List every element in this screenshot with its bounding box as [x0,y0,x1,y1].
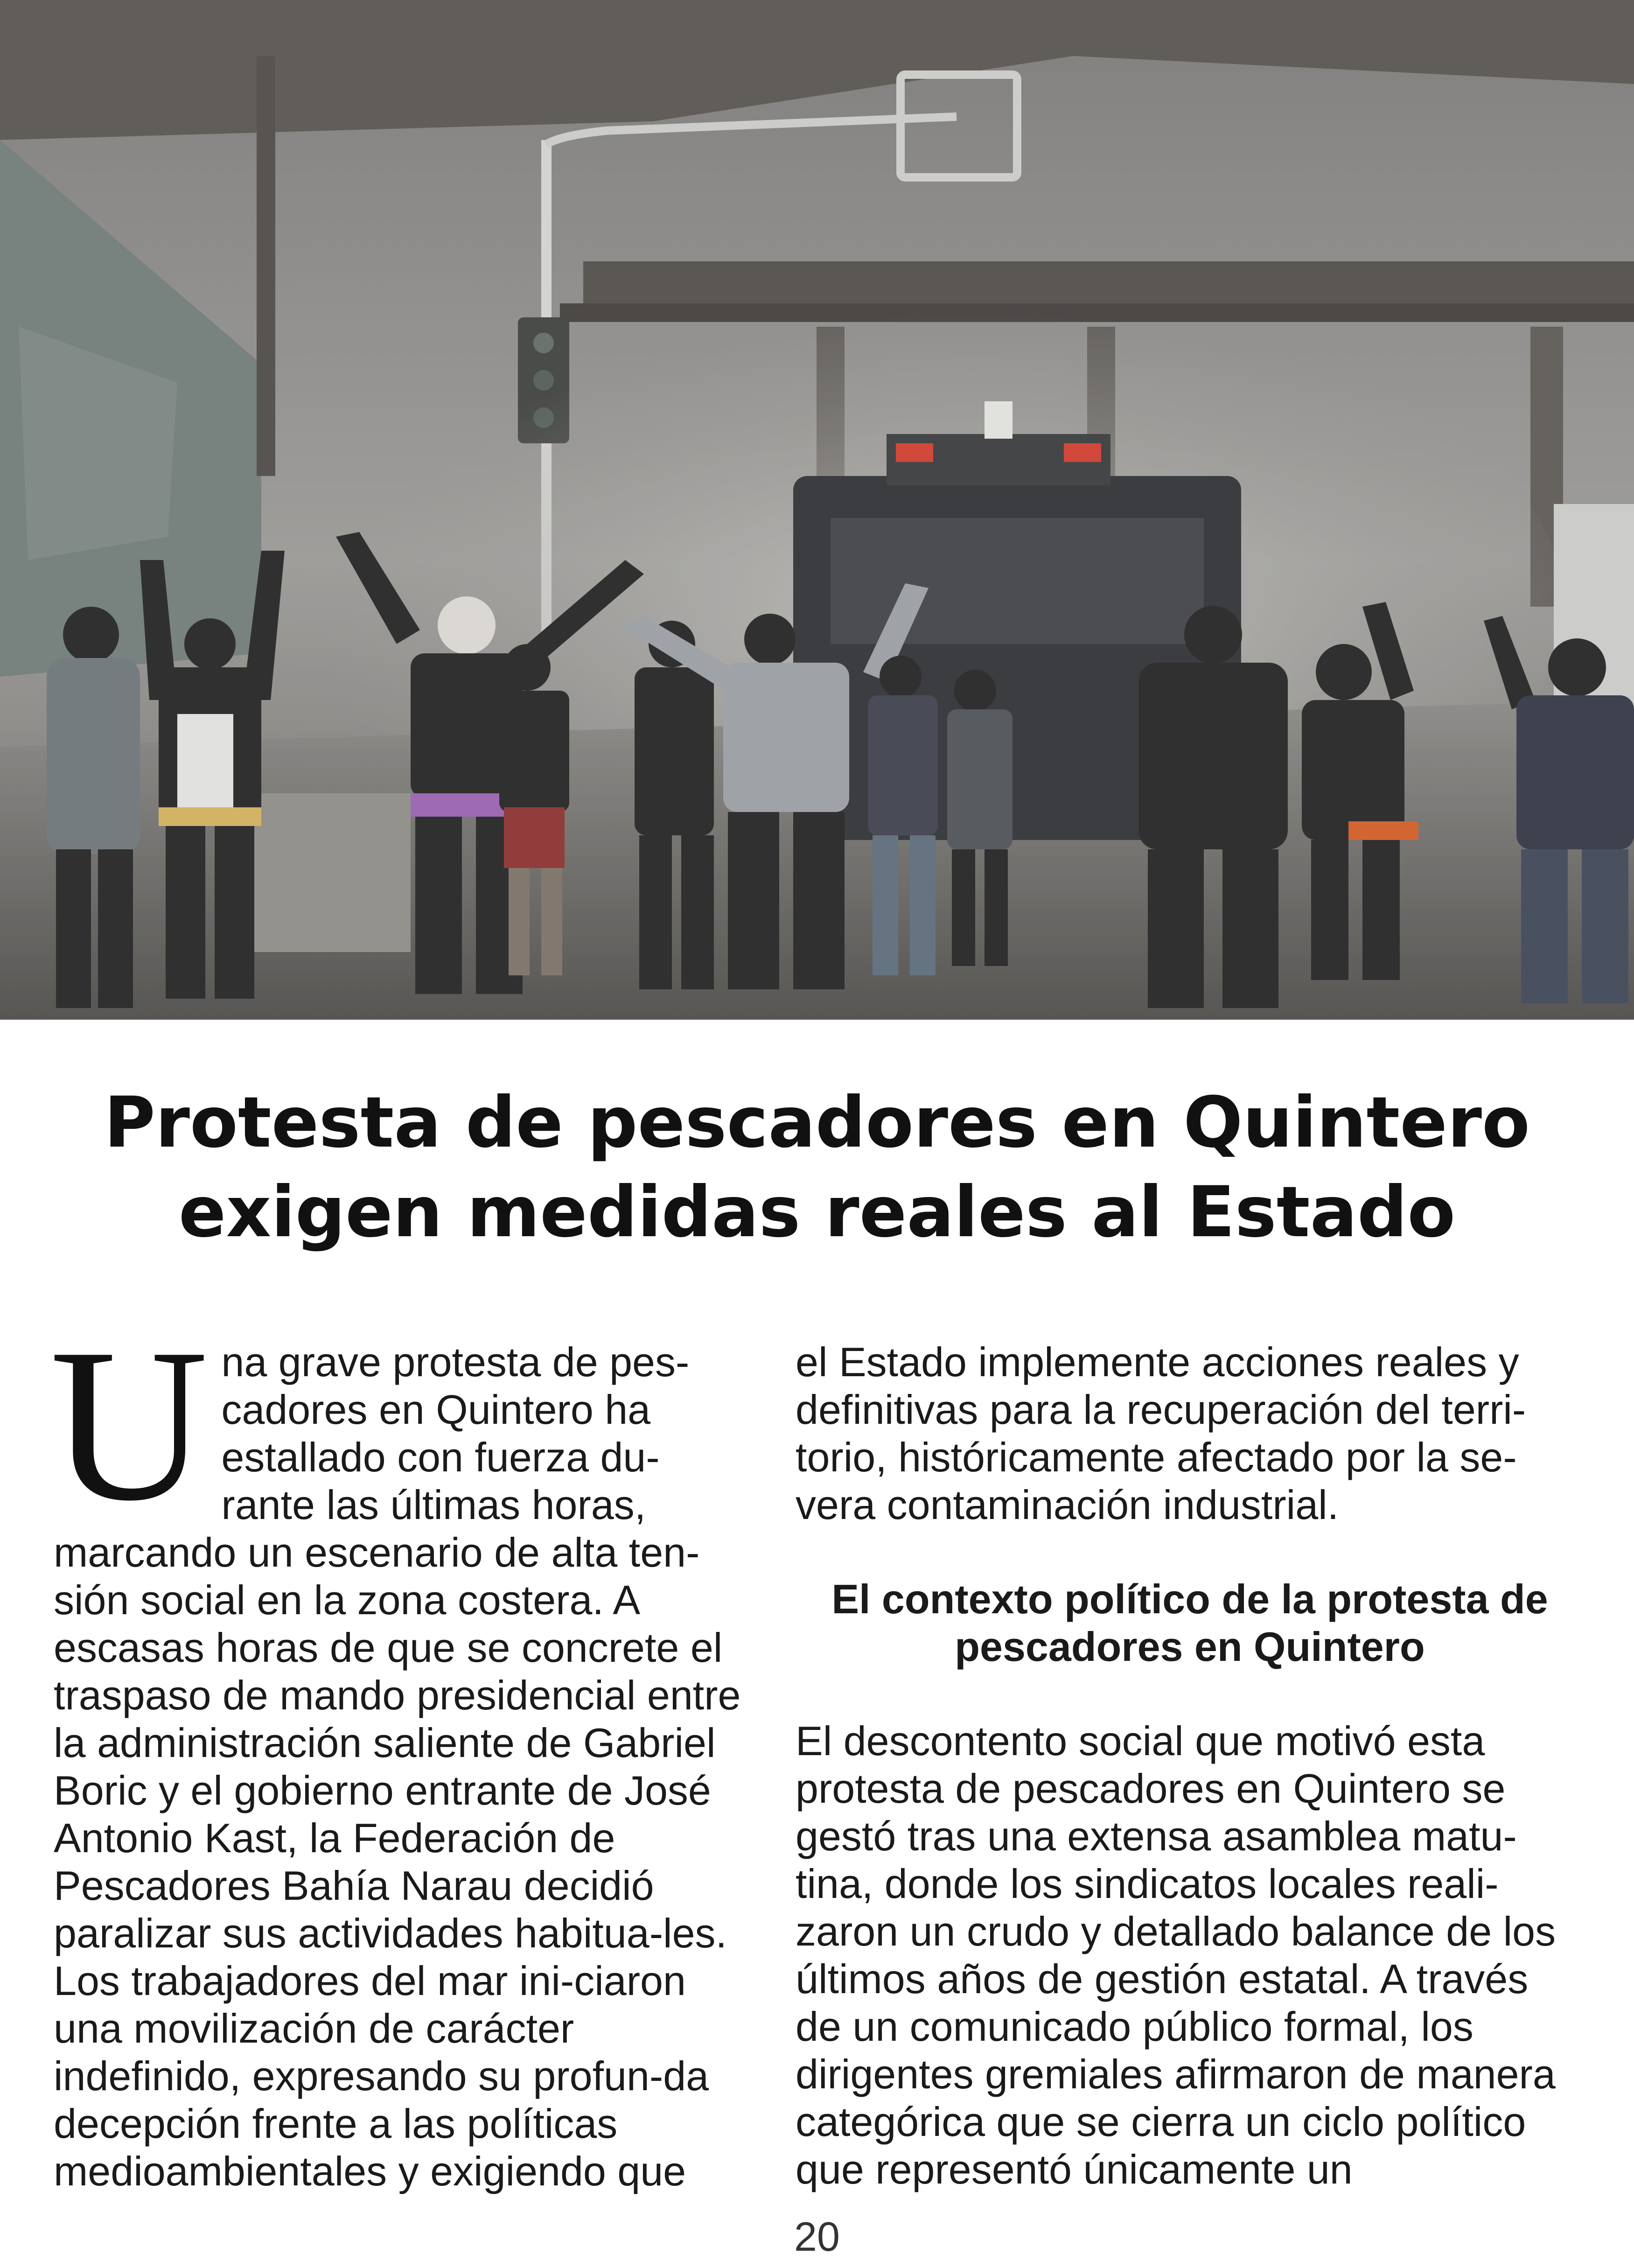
title-line-2: exigen medidas reales al Estado [178,1172,1456,1253]
protest-photo [0,0,1634,1020]
body-paragraph-3: El descontento social que motivó esta protesta de pescadores en Quintero se gestó tras una extensa asamblea matu-tina, donde los sindicatos locales reali-zaron un crudo y detallado balance de los últimos años de gestión estatal. A través de un comunicado público formal, los dirigentes gremiales afirmaron de manera categórica que se cierra un ciclo político que representó únicamente un [796,1718,1556,2192]
body-paragraph-1: na grave protesta de pes-cadores en Quintero ha estallado con fuerza du-rante las últimas horas, marcando un escenario de alta ten-sión social en la zona costera. A escasas horas de que se concrete el traspaso de mando presidencial entre la administración saliente de Gabriel Boric y el gobierno entrante de José Antonio Kast, la Federación de Pescadores Bahía Narau decidió paralizar sus actividades habitua-les. Los trabajadores del mar ini-ciaron una movilización de carácter indefinido, expresando su profun-da decepción frente a las políticas medioambientales y exigiendo que [54,1339,741,2194]
title-line-1: Protesta de pescadores en Quintero [104,1082,1530,1163]
body-paragraph-2: el Estado implemente acciones reales y definitivas para la recuperación del terri-torio, históricamente afectado por la se-vera contaminación industrial. [796,1339,1526,1528]
article-title [0,1078,1634,1257]
drop-cap: U [50,1303,209,1546]
page-number: 20 [794,2213,840,2260]
article-column-right [796,1338,1584,2193]
section-subheading: El contexto político de la protesta de pescadores en Quintero [831,1576,1548,1670]
article-column-left [50,1303,751,2195]
